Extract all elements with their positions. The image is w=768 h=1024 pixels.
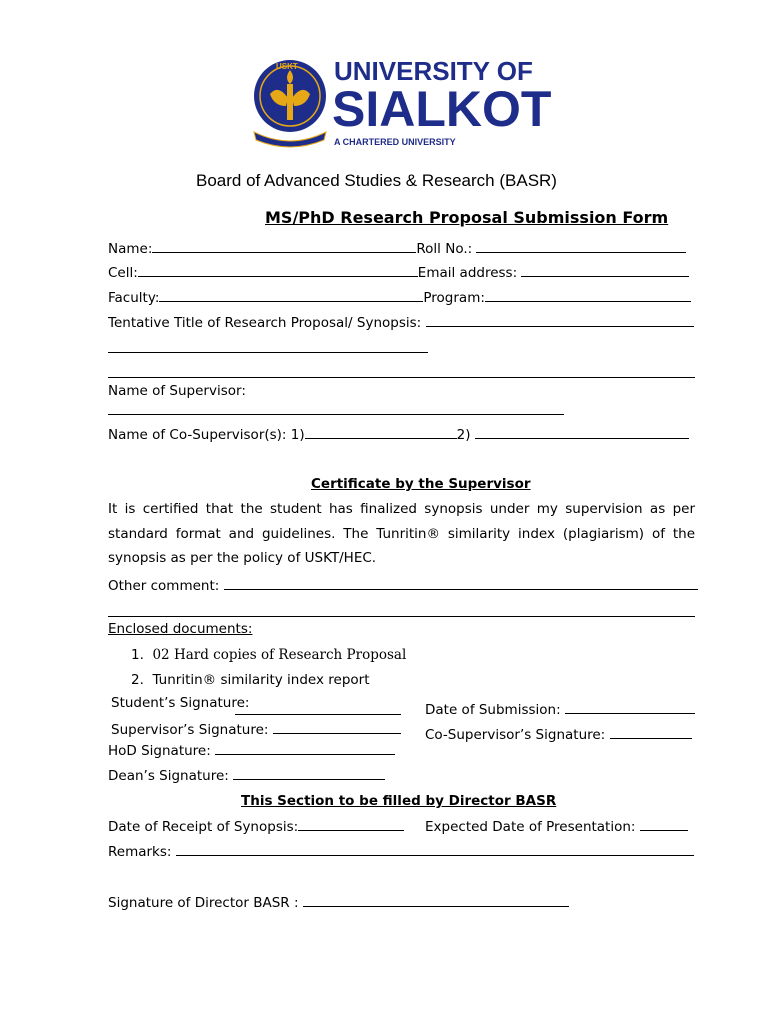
supervisor-label: Name of Supervisor:	[108, 383, 246, 399]
date-submission-row	[425, 700, 695, 719]
dean-signature-row	[108, 766, 385, 785]
board-heading: Board of Advanced Studies & Research (BASR)	[196, 171, 557, 190]
student-signature-label: Student’s Signature:	[111, 695, 250, 711]
co-supervisor-signature-row	[425, 725, 692, 744]
cell-label: Cell:	[108, 265, 138, 281]
date-receipt-label: Date of Receipt of Synopsis:	[108, 819, 299, 835]
cell-field[interactable]	[138, 263, 418, 277]
title-line-3[interactable]	[108, 377, 695, 378]
director-heading: This Section to be filled by Director BASR	[241, 793, 557, 809]
director-signature-row	[108, 893, 569, 912]
co-supervisor-label-2: 2)	[456, 427, 471, 443]
seal-text: USKT	[276, 62, 298, 71]
title-row	[108, 313, 694, 332]
cell-row	[108, 263, 689, 282]
date-receipt-row	[108, 817, 404, 836]
program-label: Program:	[423, 290, 485, 306]
name-row	[108, 239, 686, 258]
roll-no-label: Roll No.:	[416, 241, 473, 257]
title-line-2[interactable]	[108, 352, 428, 353]
dean-signature-field[interactable]	[233, 766, 385, 780]
other-comment-field[interactable]	[224, 576, 698, 590]
logo-line2: SIALKOT	[332, 81, 552, 137]
director-signature-field[interactable]	[303, 893, 569, 907]
co-supervisor-label: Name of Co-Supervisor(s): 1)	[108, 427, 305, 443]
co-supervisor-row	[108, 425, 689, 444]
dean-signature-label: Dean’s Signature:	[108, 768, 229, 784]
document-item-1: 02 Hard copies of Research Proposal	[152, 647, 407, 663]
director-signature-label: Signature of Director BASR :	[108, 895, 299, 911]
email-label: Email address:	[417, 265, 518, 281]
other-comment-line-2[interactable]	[108, 616, 695, 617]
document-item: 2. Tunritin® similarity index report	[131, 672, 370, 688]
name-field[interactable]	[152, 239, 416, 253]
faculty-field[interactable]	[159, 288, 423, 302]
hod-signature-row	[108, 741, 395, 760]
supervisor-signature-field[interactable]	[273, 720, 401, 734]
hod-signature-field[interactable]	[215, 741, 395, 755]
co-supervisor-field-2[interactable]	[475, 425, 689, 439]
date-submission-label: Date of Submission:	[425, 702, 561, 718]
remarks-row	[108, 842, 694, 861]
document-item-2: Tunritin® similarity index report	[152, 672, 370, 688]
enclosed-label: Enclosed documents:	[108, 621, 253, 637]
faculty-label: Faculty:	[108, 290, 160, 306]
certificate-heading: Certificate by the Supervisor	[311, 476, 531, 492]
title-field[interactable]	[426, 313, 694, 327]
title-label: Tentative Title of Research Proposal/ Synopsis:	[108, 315, 422, 331]
supervisor-signature-row	[111, 720, 401, 739]
expected-date-field[interactable]	[640, 817, 688, 831]
student-signature-field[interactable]	[235, 714, 401, 715]
other-comment-row	[108, 576, 698, 595]
roll-no-field[interactable]	[476, 239, 686, 253]
supervisor-signature-label: Supervisor’s Signature:	[111, 722, 269, 738]
form-title: MS/PhD Research Proposal Submission Form	[265, 208, 669, 227]
logo-line1: UNIVERSITY OF	[334, 56, 533, 86]
certificate-text: It is certified that the student has finalized synopsis under my supervision as per standard format and guidelines. The Tunritin® similarity index (plagiarism) of the synopsis as per the policy of USKT/HEC.	[108, 501, 695, 566]
date-submission-field[interactable]	[565, 700, 695, 714]
co-supervisor-signature-label: Co-Supervisor’s Signature:	[425, 727, 606, 743]
faculty-row	[108, 288, 691, 307]
remarks-field[interactable]	[176, 842, 694, 856]
university-logo	[248, 54, 552, 150]
supervisor-field[interactable]	[108, 414, 564, 415]
expected-date-label: Expected Date of Presentation:	[425, 819, 636, 835]
date-receipt-field[interactable]	[298, 817, 404, 831]
name-label: Name:	[108, 241, 153, 257]
document-item: 1. 02 Hard copies of Research Proposal	[131, 647, 407, 663]
expected-date-row	[425, 817, 688, 836]
co-supervisor-field-1[interactable]	[305, 425, 457, 439]
other-comment-label: Other comment:	[108, 578, 220, 594]
co-supervisor-signature-field[interactable]	[610, 725, 692, 739]
hod-signature-label: HoD Signature:	[108, 743, 211, 759]
remarks-label: Remarks:	[108, 844, 172, 860]
email-field[interactable]	[521, 263, 689, 277]
program-field[interactable]	[485, 288, 691, 302]
logo-tagline: A CHARTERED UNIVERSITY	[334, 137, 456, 147]
